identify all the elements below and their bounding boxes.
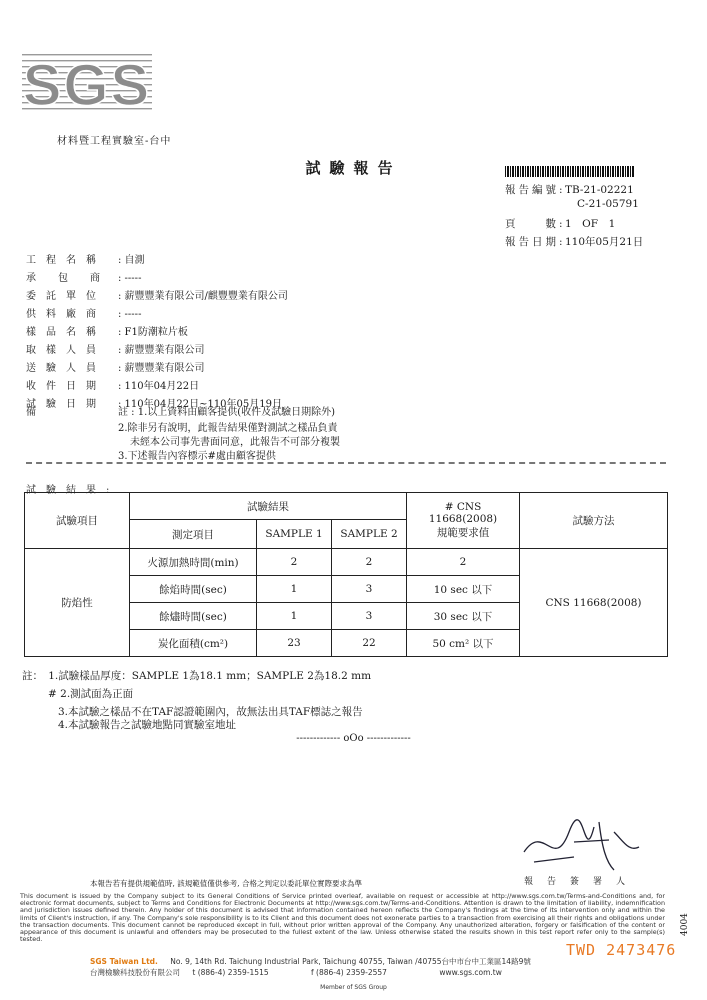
row-req: 50 cm² 以下 <box>407 630 520 657</box>
row-s1: 1 <box>257 603 332 630</box>
report-number-2: C-21-05791 <box>577 198 639 210</box>
remark-2: 2.除非另有說明，此報告結果僅對測試之樣品負責 <box>118 423 338 434</box>
results-table <box>24 492 668 657</box>
field-supplier: 供料廠商 : ----- <box>26 309 142 320</box>
results-label: 試驗結果: <box>26 485 120 496</box>
row-s1: 23 <box>257 630 332 657</box>
note-4: 4.本試驗報告之試驗地點同實驗室地址 <box>58 719 237 731</box>
method-cell: CNS 11668(2008) <box>520 549 668 657</box>
row-s1: 2 <box>257 549 332 576</box>
field-received-date: 收件日期 : 110年04月22日 <box>26 381 200 392</box>
note-3: 3.本試驗之樣品不在TAF認證範圍內，故無法出具TAF標誌之報告 <box>58 706 363 718</box>
row-s2: 2 <box>332 549 407 576</box>
header-test-item: 試驗項目 <box>25 493 130 549</box>
row-item: 炭化面積(cm²) <box>130 630 257 657</box>
page-count: 頁 數:1 OF 1 <box>505 218 616 230</box>
row-s2: 3 <box>332 603 407 630</box>
category-cell: 防焰性 <box>25 549 130 657</box>
header-method: 試驗方法 <box>520 493 668 549</box>
report-number: 報告編號:TB-21-02221 <box>505 184 634 196</box>
field-sampler: 取樣人員 : 薪豐豐業有限公司 <box>26 345 205 356</box>
member-text: Member of SGS Group <box>320 984 387 991</box>
row-s1: 1 <box>257 576 332 603</box>
page-title: 試驗報告 <box>305 159 402 177</box>
header-requirement: # CNS 11668(2008) 規範要求值 <box>407 493 520 549</box>
header-sample-1: SAMPLE 1 <box>257 520 332 549</box>
legal-disclaimer: This document is issued by the Company subject to its General Conditions of Service printed overleaf, available on request or accessible at http://www.sgs.com.tw/Terms-and-Conditions and, for electronic format documents, subject to Terms and Conditions for Electronic Documents at http://www.sgs.com.tw/Terms-and-Conditions. Attention is drawn to the limitation of liability, indemnification and jurisdiction issues defined therein. Any holder of this document is advised that information contained hereon reflects the Company's findings at the time of its intervention only and within the limits of Client's instruction, if any. The Company's sole responsibility is to its Client and this document does not exonerate parties to a transaction from exercising all their rights and obligations under the transaction documents. This document cannot be reproduced except in full, without prior written approval of the Company. Any unauthorized alteration, forgery or falsification of the content or appearance of this document is unlawful and offenders may be prosecuted to the fullest extent of the law. Unless otherwise stated the results shown in this test report refer only to the sample(s) tested. <box>20 892 665 944</box>
signature <box>514 812 644 874</box>
footer-disclaimer-cn: 本報告若有提供規範值時, 該規範值僅供參考, 合格之判定以委託單位實際要求為準 <box>90 879 363 888</box>
serial-number: TWD 2473476 <box>566 941 677 959</box>
header-result: 試驗結果 <box>130 493 407 520</box>
field-test-date: 試驗日期 : 110年04月22日~110年05月19日 <box>26 399 282 410</box>
row-req: 2 <box>407 549 520 576</box>
field-client: 委託單位 : 薪豐豐業有限公司/麒豐豐業有限公司 <box>26 291 288 302</box>
header-sample-2: SAMPLE 2 <box>332 520 407 549</box>
barcode <box>505 166 635 177</box>
field-submitter: 送驗人員 : 薪豐豐業有限公司 <box>26 363 205 374</box>
field-project: 工程名稱 : 自測 <box>26 255 145 266</box>
svg-text:SGS: SGS <box>22 53 152 112</box>
end-marker: ------------- oOo ------------- <box>296 733 411 744</box>
field-remarks: 備 註 : 1.以上資料由顧客提供(收件及試驗日期除外) <box>26 407 336 418</box>
header-measure: 測定項目 <box>130 520 257 549</box>
divider <box>26 462 666 466</box>
report-date: 報告日期:110年05月21日 <box>505 236 644 248</box>
lab-name: 材料暨工程實驗室-台中 <box>57 136 172 147</box>
row-s2: 22 <box>332 630 407 657</box>
field-contractor: 承包商: ----- <box>26 273 142 284</box>
row-item: 火源加熱時間(min) <box>130 549 257 576</box>
remark-2-cont: 未經本公司事先書面同意，此報告不可部分複製 <box>130 437 340 448</box>
note-1: 註： 1.試驗樣品厚度：SAMPLE 1為18.1 mm；SAMPLE 2為18.2 mm <box>22 670 372 682</box>
row-req: 10 sec 以下 <box>407 576 520 603</box>
sgs-logo <box>22 50 152 112</box>
row-item: 餘燼時間(sec) <box>130 603 257 630</box>
signer-label: 報告簽署人 <box>524 877 640 887</box>
remark-3: 3.下述報告內容標示#處由顧客提供 <box>118 451 276 462</box>
row-s2: 3 <box>332 576 407 603</box>
row-item: 餘焰時間(sec) <box>130 576 257 603</box>
field-sample-name: 樣品名稱 : F1防潮粒片板 <box>26 327 188 338</box>
table-row <box>25 549 668 576</box>
side-code: 4004 <box>680 913 690 936</box>
row-req: 30 sec 以下 <box>407 603 520 630</box>
company-footer: SGS Taiwan Ltd. No. 9, 14th Rd. Taichung Industrial Park, Taichung 40755, Taiwan /40755台中市台中工業區14路9號 台灣檢驗科技股份有限公司 t (886-4) 2359-1515 f (886-4) 2359-2557 www.sgs.com.tw <box>90 957 531 977</box>
note-2: # 2.測試面為正面 <box>48 688 134 700</box>
